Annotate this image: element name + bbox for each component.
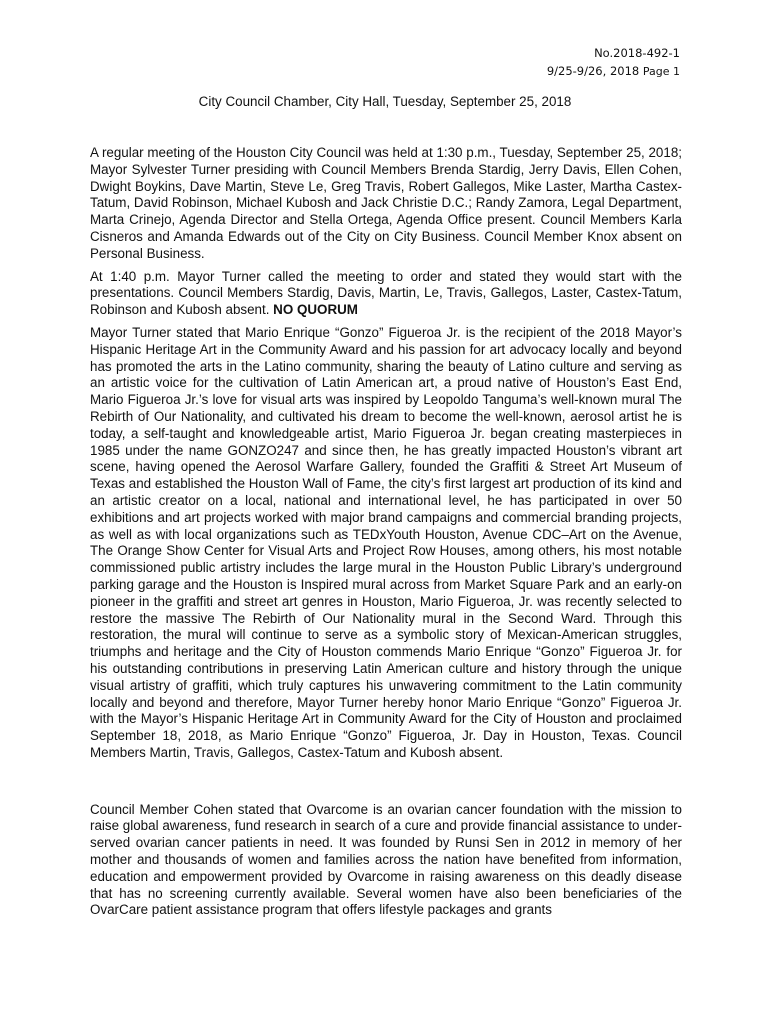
minutes-body <box>90 145 682 925</box>
document-dates-line <box>547 62 680 81</box>
page-number: Page 1 <box>642 65 680 78</box>
paragraph-ovarcome: Council Member Cohen stated that Ovarcome is an ovarian cancer foundation with the mission to raise global awareness, fund research in search of a cure and provide financial assistance to under-served ovarian cancer patients in need. It was founded by Runsi Sen in 2012 in memory of her mother and thousands of women and families across the nation have benefited from information, education and empowerment provided by Ovarcome in raising awareness on this deadly disease that has no screening currently available. Several women have also been beneficiaries of the OvarCare patient assistance program that offers lifestyle packages and grants <box>90 801 682 918</box>
document-dates: 9/25-9/26, 2018 <box>546 64 640 78</box>
no-quorum-label: NO QUORUM <box>273 302 358 318</box>
paragraph-attendance: A regular meeting of the Houston City Council was held at 1:30 p.m., Tuesday, September 25, 2018; Mayor Sylvester Turner presiding with Council Members Brenda Stardig, Jerry Davis, Ellen Cohen, Dwight Boykins, Dave Martin, Steve Le, Greg Travis, Robert Gallegos, Mike Laster, Martha Castex-Tatum, David Robinson, Michael Kubosh and Jack Christie D.C.; Randy Zamora, Legal Department, Marta Crinejo, Agenda Director and Stella Ortega, Agenda Office present. Council Members Karla Cisneros and Amanda Edwards out of the City on City Business. Council Member Knox absent on Personal Business. <box>90 145 682 261</box>
document-number-block <box>547 44 680 81</box>
paragraph-call-to-order <box>90 269 682 319</box>
page-title: City Council Chamber, City Hall, Tuesday, September 25, 2018 <box>198 94 572 109</box>
call-to-order-text: At 1:40 p.m. Mayor Turner called the meeting to order and stated they would start with the presentations. Council Members Stardig, Davis, Martin, Le, Travis, Gallegos, Laster, Castex-Tatum, Robinson and Kubosh absent. <box>90 268 682 318</box>
document-number: No.2018-492-1 <box>594 46 680 60</box>
paragraph-award: Mayor Turner stated that Mario Enrique “Gonzo” Figueroa Jr. is the recipient of the 2018 Mayor’s Hispanic Heritage Art in the Community Award and his passion for art advocacy locally and beyond has promoted the arts in the Latino community, sharing the beauty of Latino culture and serving as an artistic voice for the cultivation of Latin American art, a proud native of Houston’s East End, Mario Figueroa Jr.’s love for visual arts was inspired by Leopoldo Tanguma’s well-known mural The Rebirth of Our Nationality, and cultivated his dream to become the well-known, aerosol artist he is today, a self-taught and knowledgeable artist, Mario Figueroa Jr. began creating masterpieces in 1985 under the name GONZO247 and since then, he has greatly impacted Houston’s vibrant art scene, having opened the Aerosol Warfare Gallery, founded the Graffiti & Street Art Museum of Texas and established the Houston Wall of Fame, the city’s first largest art production of its kind and an artistic creator on a local, national and international level, he has participated in over 50 exhibitions and art projects worked with major brand campaigns and commercial branding projects, as well as with local organizations such as TEDxYouth Houston, Avenue CDC–Art on the Avenue, The Orange Show Center for Visual Arts and Project Row Houses, among others, his most notable commissioned public artistry includes the large mural in the Houston Public Library’s underground parking garage and the Houston is Inspired mural across from Market Square Park and an early-on pioneer in the graffiti and street art genres in Houston, Mario Figueroa, Jr. was recently selected to restore the massive The Rebirth of Our Nationality mural in the Second Ward. Through this restoration, the mural will continue to serve as a symbolic story of Mexican-American struggles, triumphs and heritage and the City of Houston commends Mario Enrique “Gonzo” Figueroa Jr. for his outstanding contributions in preserving Latin American culture and history through the unique visual artistry of graffiti, which truly captures his unwavering commitment to the Latin community locally and beyond and therefore, Mayor Turner hereby honor Mario Enrique “Gonzo” Figueroa Jr. with the Mayor’s Hispanic Heritage Art in Community Award for the City of Houston and proclaimed September 18, 2018, as Mario Enrique “Gonzo” Figueroa, Jr. Day in Houston, Texas. Council Members Martin, Travis, Gallegos, Castex-Tatum and Kubosh absent. <box>90 324 682 760</box>
